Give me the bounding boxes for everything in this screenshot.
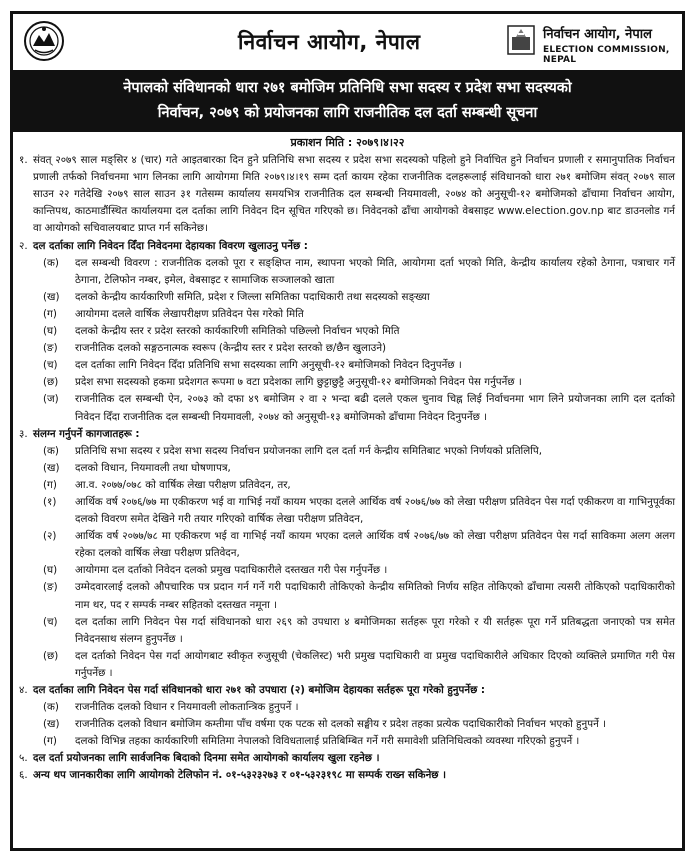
item-text: दल दर्ताका लागि निवेदन दिँदा प्रतिनिधि सभा सदस्यका लागि अनुसूची-१२ बमोजिमको निवेदन दिनुपर्नेछ । [75, 359, 462, 372]
header-title: निर्वाचन आयोग, नेपाल [238, 30, 421, 54]
section-heading: अन्य थप जानकारीका लागि आयोगको टेलिफोन नं. ०१-५३२३२७३ र ०१-५३२३१९८ मा सम्पर्क राख्न सकिनेछ । [33, 769, 446, 782]
banner-line-2: निर्वाचन, २०७९ को प्रयोजनका लागि राजनीतिक दल दर्ता सम्बन्धी सूचना [157, 105, 538, 121]
item-text: दलको विभिन्न तहका कार्यकारिणी समितिमा नेपालको विविधतालाई प्रतिबिम्बित गर्ने गरी समावेशी प्रतिनिधित्वको व्यवस्था गरिएको हुनुपर्ने । [75, 735, 580, 748]
header-logo-text-np: निर्वाचन आयोग, नेपाल [543, 27, 652, 42]
item-label: (च) [43, 359, 58, 372]
item-text: राजनीतिक दलको विधान बमोजिम कम्तीमा पाँच वर्षमा एक पटक सो दलको सङ्घीय र प्रदेश तहका प्रत्येक पदाधिकारीको निर्वाचन भएको हुनुपर्ने । [75, 718, 606, 731]
item-label: (ङ) [43, 342, 58, 355]
item-text: आयोगमा दलले वार्षिक लेखापरीक्षण प्रतिवेदन पेस गरेको मिति [75, 307, 304, 320]
item-label: (क) [43, 444, 59, 457]
list-item [13, 255, 682, 289]
section-number: ३. [19, 427, 28, 440]
list-item [13, 323, 682, 340]
item-label: (क) [43, 256, 59, 269]
list-item [13, 340, 682, 357]
section-heading: संलग्न गर्नुपर्ने कागजातहरू : [33, 427, 140, 440]
item-label: (ख) [43, 461, 60, 474]
item-label: (ङ) [43, 581, 58, 594]
item-text: प्रतिनिधि सभा सदस्य र प्रदेश सभा सदस्य निर्वाचन प्रयोजनका लागि दल दर्ता गर्न केन्द्रीय समितिबाट भएको निर्णयको प्रतिलिपि, [75, 444, 542, 457]
list-item [13, 289, 682, 306]
item-label: (ज) [43, 393, 59, 406]
list-item [13, 648, 682, 682]
item-text: दलको केन्द्रीय स्तर र प्रदेश स्तरको कार्यकारिणी समितिको पछिल्लो निर्वाचन भएको मिति [75, 325, 400, 338]
section-heading: दल दर्ता प्रयोजनका लागि सार्वजनिक बिदाको दिनमा समेत आयोगको कार्यालय खुला रहनेछ । [33, 752, 380, 765]
item-label: (छ) [43, 649, 59, 662]
section-6 [13, 767, 682, 784]
notice-frame [10, 11, 685, 851]
section-3-heading-row [13, 426, 682, 443]
section-heading: दल दर्ताका लागि निवेदन दिँदा निवेदनमा देहायका विवरण खुलाउनु पर्नेछ : [33, 239, 308, 252]
notice-header [13, 14, 682, 70]
item-label: (घ) [43, 564, 58, 577]
item-text: आर्थिक वर्ष २०७६/७७ मा एकीकरण भई वा गाभिई नयाँ कायम भएका दलले आर्थिक वर्ष २०७६/७७ को लेखा परीक्षण प्रतिवेदन पेस गर्दा एकीकरण वा गाभिनुपूर्वका दलको विवरण समेत देखिने गरी तयार गरिएको वार्षिक लेखा परीक्षण प्रतिवेदन, [75, 495, 675, 526]
notice-body [13, 134, 682, 785]
section-number: ४. [19, 684, 28, 696]
item-label: (ग) [43, 478, 57, 491]
item-text: दल दर्ताको निवेदन पेस गर्दा आयोगबाट स्वीकृत रुजुसूची (चेकलिस्ट) भरी प्रमुख पदाधिकारी वा प्रमुख पदाधिकारीले अधिकार दिएको व्यक्तिले प्रमाणित गरी पेस गर्नुपर्नेछ । [75, 649, 675, 679]
section-number: ६. [19, 769, 28, 782]
item-label: (१) [43, 495, 57, 508]
banner-line-1: नेपालको संविधानको धारा २७१ बमोजिम प्रतिनिधि सभा सदस्य र प्रदेश सभा सदस्यको [123, 80, 572, 96]
section-number: १. [19, 154, 28, 167]
section-2-heading-row [13, 238, 682, 255]
list-item [13, 443, 682, 460]
section-text: संवत् २०७९ साल मङ्सिर ४ (चार) गते आइतबारका दिन हुने प्रतिनिधि सभा सदस्य र प्रदेश सभा सदस्यको पहिलो हुने निर्वाचित हुने निर्वाचन प्रणाली र समानुपातिक निर्वाचन प्रणाली तर्फको निर्वाचनमा भाग लिनका लागि आयोगमा मिति २०७९।४।१९ सम्म दर्ता कायम रहेका राजनीतिक दलहरूलाई संविधानको धारा २७१ बमोजिम संवत् २०७९ साल साउन २२ गतेदेखि २०७९ साल साउन ३१ गतेसम्म कार्यालय समयभित्र राजनीतिक दल सम्बन्धी नियमावली, २०७४ को अनुसूची-१२ बमोजिमको ढाँचामा निर्वाचन आयोग, कान्तिपथ, काठमाडौंस्थित कार्यालयमा दल दर्ताका लागि निवेदन दिन सूचित गरिएको छ। निवेदनको ढाँचा आयोगको वेबसाइट www.election.gov.np बाट डाउनलोड गर्न वा आयोगको सचिवालयबाट प्राप्त गर्न सकिनेछ। [33, 154, 675, 235]
item-text: उम्मेदवारलाई दलको औपचारिक पत्र प्रदान गर्न गर्ने गरी पदाधिकारी तोकिएको केन्द्रीय समितिको निर्णय सहित तोकिएको ढाँचामा त्यसरी तोकिएको पदाधिकारीको नाम थर, पद र सम्पर्क नम्बर सहितको दस्तखत नमूना । [75, 581, 675, 611]
list-item [13, 374, 682, 391]
item-label: (२) [43, 530, 57, 543]
item-label: (च) [43, 615, 58, 628]
election-commission-logo-icon [507, 25, 535, 55]
list-item [13, 460, 682, 477]
item-text: दल सम्बन्धी विवरण : राजनीतिक दलको पूरा र सङ्क्षिप्त नाम, स्थापना भएको मिति, आयोगमा दर्ता भएको मिति, केन्द्रीय कार्यालय रहेको ठेगाना, पत्राचार गर्ने ठेगाना, टेलिफोन नम्बर, इमेल, वेबसाइट र सामाजिक सञ्जालको खाता [75, 256, 675, 286]
item-label: (छ) [43, 376, 59, 389]
item-text: दलको केन्द्रीय कार्यकारिणी समिति, प्रदेश र जिल्ला समितिका पदाधिकारी तथा सदस्यको सङ्ख्या [75, 290, 430, 303]
section-5 [13, 750, 682, 767]
item-label: (ग) [43, 735, 57, 748]
section-4-heading-row [13, 682, 682, 699]
list-item [13, 699, 682, 716]
item-text: दलको विधान, नियमावली तथा घोषणापत्र, [75, 461, 231, 474]
header-logo-text-en: ELECTION COMMISSION, NEPAL [543, 45, 670, 65]
list-item [13, 614, 682, 648]
list-item [13, 528, 682, 562]
item-text: राजनीतिक दलको सङ्गठनात्मक स्वरूप (केन्द्रीय स्तर र प्रदेश स्तरको छ/छैन खुलाउने) [75, 342, 387, 355]
list-item [13, 716, 682, 733]
item-label: (ख) [43, 718, 60, 731]
item-text: आ.व. २०७७/०७८ को वार्षिक लेखा परीक्षण प्रतिवेदन, तर, [75, 478, 291, 491]
list-item [13, 494, 682, 528]
item-text: दल दर्ताका लागि निवेदन पेस गर्दा संविधानको धारा २६९ को उपधारा ४ बमोजिमका सर्तहरू पूरा गरेको र यी सर्तहरू पूरा गर्ने प्रतिबद्धता जनाएको पत्र समेत निवेदनसाथ संलग्न हुनुपर्नेछ । [75, 615, 675, 645]
notice-banner [13, 70, 682, 132]
item-label: (ग) [43, 307, 57, 320]
publication-date: प्रकाशन मिति : २०७९।४।२२ [290, 136, 405, 149]
nepal-emblem-icon [23, 20, 65, 62]
item-text: राजनीतिक दलको विधान र नियमावली लोकतान्त्रिक हुनुपर्ने । [75, 701, 299, 714]
item-label: (क) [43, 701, 59, 714]
list-item [13, 579, 682, 613]
list-item [13, 306, 682, 323]
list-item [13, 733, 682, 750]
section-number: २. [19, 239, 28, 252]
item-label: (ख) [43, 290, 60, 303]
item-text: प्रदेश सभा सदस्यको हकमा प्रदेशगत रूपमा ७ वटा प्रदेशका लागि छुट्टाछुट्टै अनुसूची-१२ बमोजिमको निवेदन पेस गर्नुपर्नेछ । [75, 376, 522, 389]
list-item [13, 391, 682, 425]
section-1 [13, 152, 682, 237]
item-text: आर्थिक वर्ष २०७७/७८ मा एकीकरण भई वा गाभिई नयाँ कायम भएका दलले आर्थिक वर्ष २०७६/७७ को लेखा परीक्षण प्रतिवेदन पेस गर्दा साविकमा अलग अलग रहेका दलको वार्षिक लेखा परीक्षण प्रतिवेदन, [75, 530, 675, 560]
item-label: (घ) [43, 325, 58, 338]
list-item [13, 477, 682, 494]
section-number: ५. [19, 752, 28, 765]
item-text: राजनीतिक दल सम्बन्धी ऐन, २०७३ को दफा ४९ बमोजिम २ वा २ भन्दा बढी दलले एकल चुनाव चिह्न लिई निर्वाचनमा भाग लिने प्रयोजनका लागि दल दर्ताको निवेदन दिँदा राजनीतिक दल सम्बन्धी नियमावली, २०७४ को अनुसूची-१३ बमोजिमको ढाँचामा निवेदन दिनुपर्नेछ । [75, 393, 675, 423]
list-item [13, 562, 682, 579]
list-item [13, 357, 682, 374]
section-heading: दल दर्ताका लागि निवेदन पेस गर्दा संविधानको धारा २७१ को उपधारा (२) बमोजिम देहायका सर्तहरू पूरा गरेको हुनुपर्नेछ : [33, 684, 485, 696]
item-text: आयोगमा दल दर्ताको निवेदन दलको प्रमुख पदाधिकारीले दस्तखत गरी पेस गर्नुपर्नेछ । [75, 564, 388, 577]
